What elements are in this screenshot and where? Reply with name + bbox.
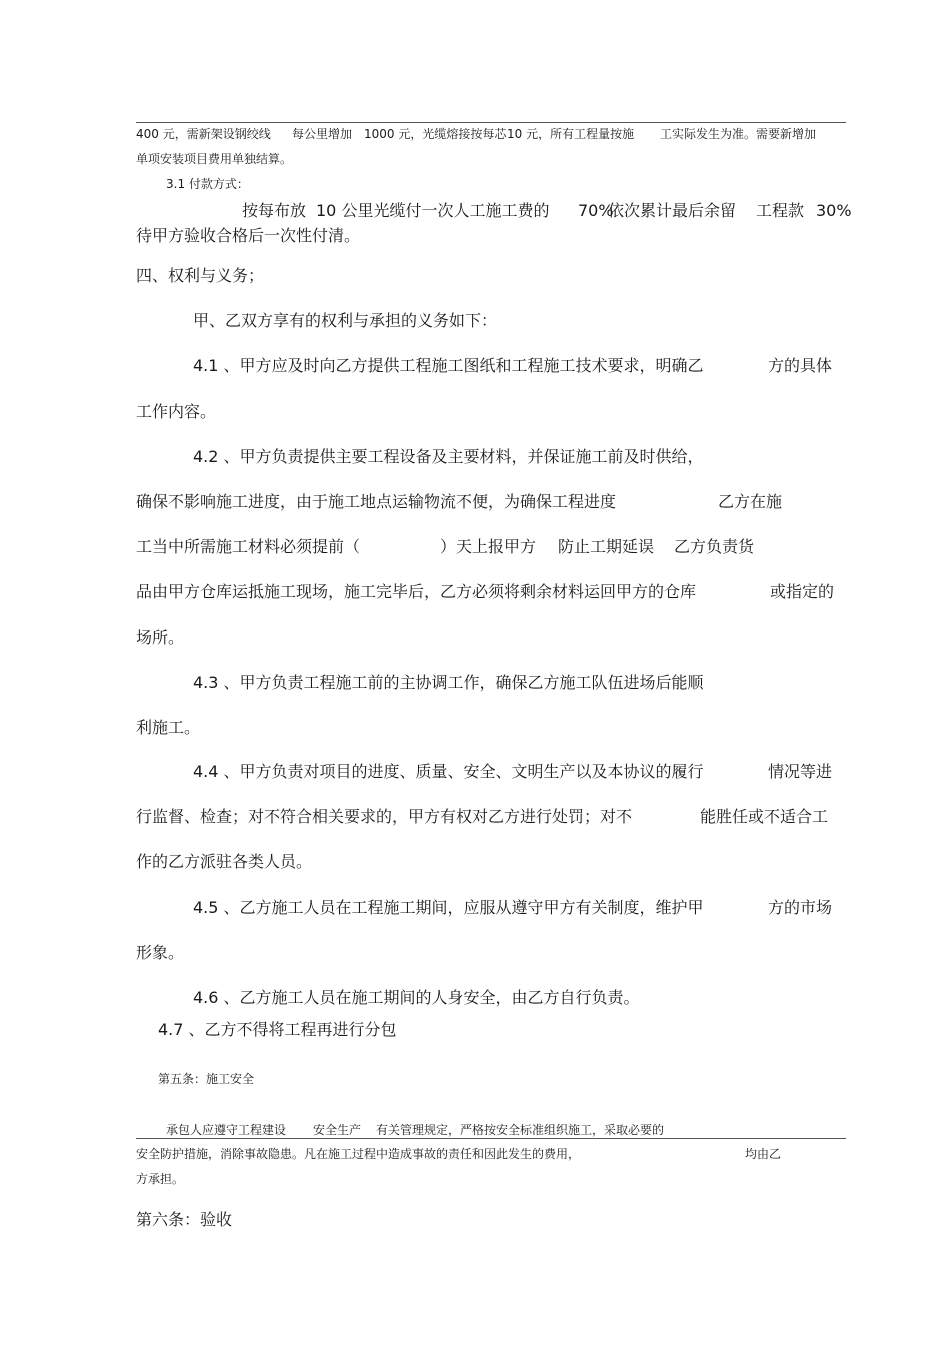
text-line: 有关管理规定，严格按安全标准组织施工，采取必要的: [376, 1123, 665, 1137]
text-line: 工程款: [756, 201, 805, 220]
text-line: 均由乙: [745, 1147, 782, 1161]
text-line: 利施工。: [136, 718, 201, 737]
text-line: 行监督、检查；对不符合相关要求的，甲方有权对乙方进行处罚；对不: [136, 807, 633, 826]
text-line: 场所。: [136, 628, 185, 647]
text-line: 70%: [578, 201, 614, 220]
text-line: 依次累计最后余留: [608, 201, 737, 220]
text-line: 4.7 、乙方不得将工程再进行分包: [158, 1020, 397, 1039]
text-line: 4.3 、甲方负责工程施工前的主协调工作，确保乙方施工队伍进场后能顺: [193, 673, 704, 692]
text-line: 工当中所需施工材料必须提前（: [136, 537, 361, 556]
text-line: 4.6 、乙方施工人员在施工期间的人身安全，由乙方自行负责。: [193, 988, 640, 1007]
text-line: 品由甲方仓库运抵施工现场，施工完毕后，乙方必须将剩余材料运回甲方的仓库: [136, 582, 697, 601]
text-line: 承包人应遵守工程建设: [166, 1123, 287, 1137]
text-line: 4.2 、甲方负责提供主要工程设备及主要材料，并保证施工前及时供给，: [193, 447, 704, 466]
text-line: 按每布放: [242, 201, 307, 220]
text-line: 形象。: [136, 943, 185, 962]
text-line: 30%: [816, 201, 852, 220]
text-line: 方的具体: [768, 356, 833, 375]
text-line: 4.4 、甲方负责对项目的进度、质量、安全、文明生产以及本协议的履行: [193, 762, 704, 781]
text-line: 待甲方验收合格后一次性付清。: [136, 226, 361, 245]
section-heading: 第五条：施工安全: [158, 1072, 255, 1086]
text-line: 情况等进: [768, 762, 833, 781]
text-line: 400 元，需新架设钢绞线: [136, 127, 271, 141]
text-line: 工实际发生为准。需要新增加: [660, 127, 817, 141]
text-line: ）天上报甲方: [440, 537, 537, 556]
text-line: 安全生产: [313, 1123, 362, 1137]
text-line: 甲、乙双方享有的权利与承担的义务如下：: [193, 311, 498, 330]
section-heading: 第六条：验收: [136, 1210, 233, 1229]
text-line: 4.1 、甲方应及时向乙方提供工程施工图纸和工程施工技术要求，明确乙: [193, 356, 704, 375]
text-line: 方的市场: [768, 898, 833, 917]
text-line: 防止工期延误: [558, 537, 655, 556]
text-line: 10 元，所有工程量按施: [507, 127, 635, 141]
text-line: 单项安装项目费用单独结算。: [136, 152, 293, 166]
text-line: 3.1 付款方式：: [166, 177, 249, 191]
text-line: 方承担。: [136, 1172, 185, 1186]
text-line: 工作内容。: [136, 402, 217, 421]
top-rule: [136, 122, 846, 123]
text-line: 安全防护措施，消除事故隐患。凡在施工过程中造成事故的责任和因此发生的费用，: [136, 1147, 581, 1161]
text-line: 10 公里光缆付一次人工施工费的: [316, 201, 550, 220]
text-line: 4.5 、乙方施工人员在工程施工期间，应服从遵守甲方有关制度，维护甲: [193, 898, 704, 917]
section-heading: 四、权利与义务；: [136, 266, 265, 285]
text-line: 每公里增加: [292, 127, 353, 141]
text-line: 1000 元，光缆熔接按每芯: [364, 127, 507, 141]
section-rule: [136, 1138, 846, 1139]
text-line: 确保不影响施工进度，由于施工地点运输物流不便，为确保工程进度: [136, 492, 617, 511]
text-line: 或指定的: [770, 582, 835, 601]
text-line: 能胜任或不适合工: [700, 807, 829, 826]
text-line: 乙方负责货: [674, 537, 755, 556]
text-line: 乙方在施: [718, 492, 783, 511]
text-line: 作的乙方派驻各类人员。: [136, 852, 313, 871]
